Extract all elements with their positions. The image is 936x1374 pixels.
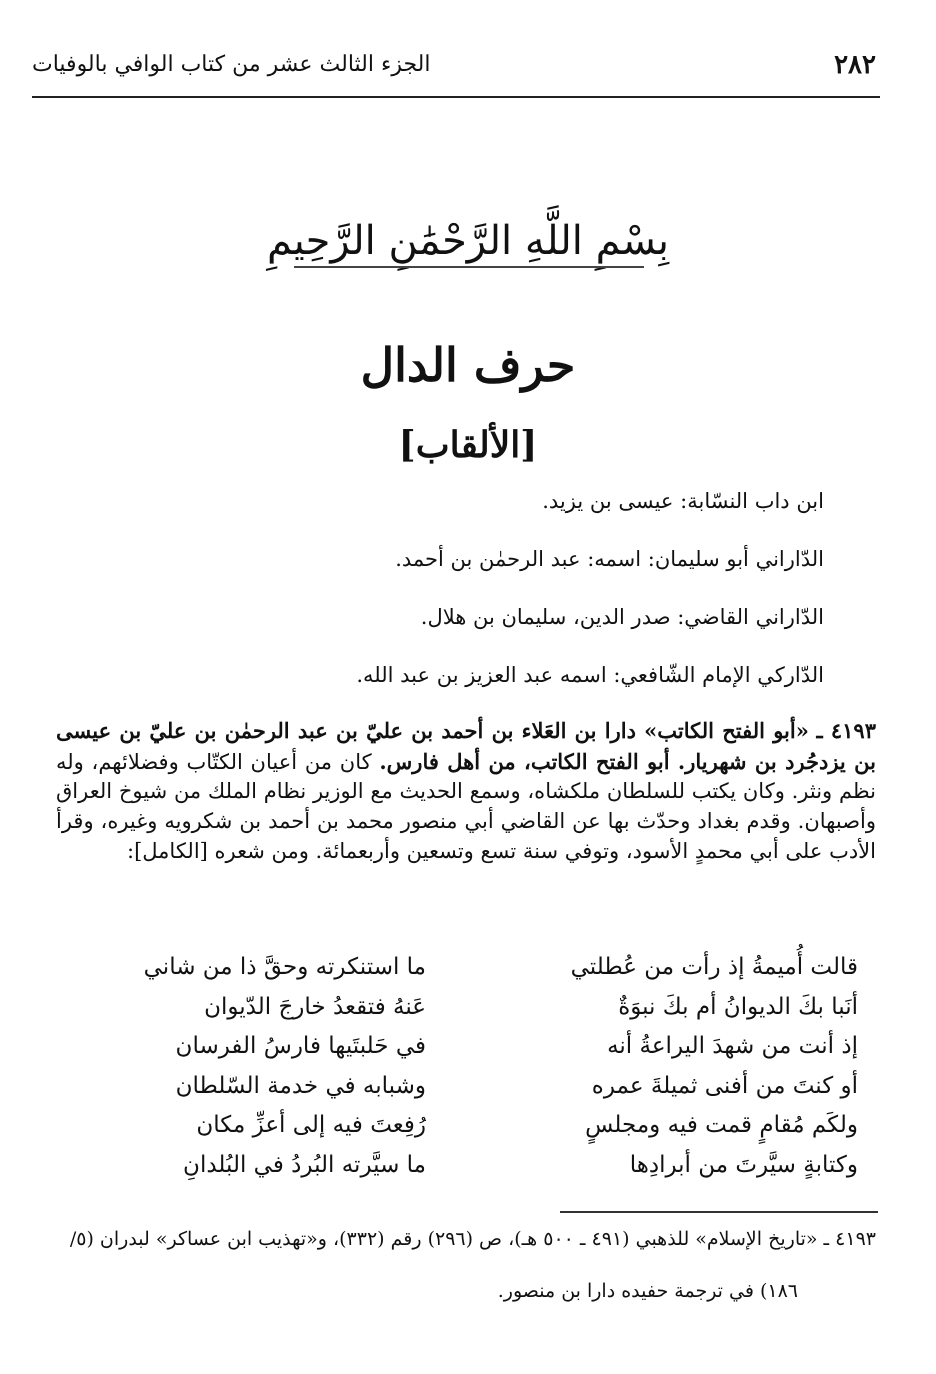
poem-couplet: [56, 1106, 876, 1146]
footnote-line: ١٨٦) في ترجمة حفيده دارا بن منصور.: [497, 1280, 798, 1302]
laqab-entry: ابن داب النسّابة: عيسى بن يزيد.: [542, 489, 824, 513]
second-hemistich: ما استنكرته وحقَّ ذا من شاني: [143, 954, 426, 980]
first-hemistich: أنَبا بكَ الديوانُ أم بكَ نبوَةٌ: [618, 993, 858, 1020]
entry-number: ٤١٩٣ ـ: [816, 718, 876, 743]
second-hemistich: وشبابه في خدمة السّلطان: [175, 1072, 426, 1099]
laqab-entry: الدّاركي الإمام الشّافعي: اسمه عبد العزيز بن عبد الله.: [356, 663, 824, 687]
footnote-line: ٤١٩٣ ـ «تاريخ الإسلام» للذهبي (٤٩١ ـ ٥٠٠ هـ)، ص (٢٩٦) رقم (٣٣٢)، و«تهذيب ابن عساكر» لبدران (٥/: [69, 1228, 876, 1250]
laqab-entries: [124, 484, 824, 716]
first-hemistich: قالت أُميمةُ إذ رأت من عُطلتي: [570, 954, 858, 980]
page-number: ٢٨٢: [834, 50, 876, 80]
section-title: [الألقاب]: [398, 424, 538, 466]
second-hemistich: في حَلبتَيها فارسُ الفرسان: [175, 1033, 426, 1059]
second-hemistich: ما سيَّرته البُردُ في البُلدانِ: [183, 1151, 426, 1178]
basmala-underline: [294, 266, 644, 268]
poem-couplet: [56, 948, 876, 988]
first-hemistich: ولكَم مُقامٍ قمت فيه ومجلسٍ: [585, 1112, 858, 1138]
first-hemistich: وكتابةٍ سيَّرتَ من أبرادِها: [629, 1151, 858, 1178]
laqab-entry: الدّاراني أبو سليمان: اسمه: عبد الرحمٰن بن أحمد.: [395, 547, 824, 571]
poem-couplet: [56, 1027, 876, 1067]
poem-couplet: [56, 1067, 876, 1107]
biography-entry: [56, 716, 876, 867]
second-hemistich: عَنهُ فتقعدُ خارجَ الدّيوان: [204, 993, 426, 1020]
laqab-entry: الدّاراني القاضي: صدر الدين، سليمان بن هلال.: [420, 605, 824, 629]
footnotes: [46, 1224, 876, 1306]
chapter-title: حرف الدال: [360, 338, 576, 392]
poem: [56, 948, 876, 1185]
first-hemistich: أو كنتَ من أفنى ثميلةَ عمره: [591, 1072, 858, 1099]
basmala: بِسْمِ اللَّهِ الرَّحْمَٰنِ الرَّحِيمِ: [266, 218, 670, 264]
entry-text: كان من أعيان الكتّاب وفضلائهم، وله نظم ونثر. وكان يكتب للسلطان ملكشاه، وسمع الحديث مع الوزير نظام الملك من شيوخ العراق وأصبهان. وقدم بغداد وحدّث بها عن القاضي أبي منصور محمد بن أحمد بن شكرويه وغيره، وقرأ الأدب على أبي محمدٍ الأسود، وتوفي سنة تسع وتسعين وأربعمائة. ومن شعره [الكامل]:: [56, 749, 876, 863]
entry-name: «أبو الفتح الكاتب» دارا بن العَلاء بن أحمد بن عليّ بن عبد الرحمٰن بن عليّ بن عيسى بن يزدجُرد بن شهريار. أبو الفتح الكاتب، من أهل فارس.: [56, 718, 876, 774]
poem-couplet: [56, 1146, 876, 1186]
page-header: [32, 44, 880, 98]
first-hemistich: إذ أنت من شهدَ اليراعةُ أنه: [607, 1033, 858, 1059]
footnote-divider: [560, 1211, 878, 1213]
second-hemistich: رُفِعتَ فيه إلى أعزِّ مكان: [196, 1112, 426, 1138]
poem-couplet: [56, 988, 876, 1028]
running-title: الجزء الثالث عشر من كتاب الوافي بالوفيات: [32, 52, 431, 77]
